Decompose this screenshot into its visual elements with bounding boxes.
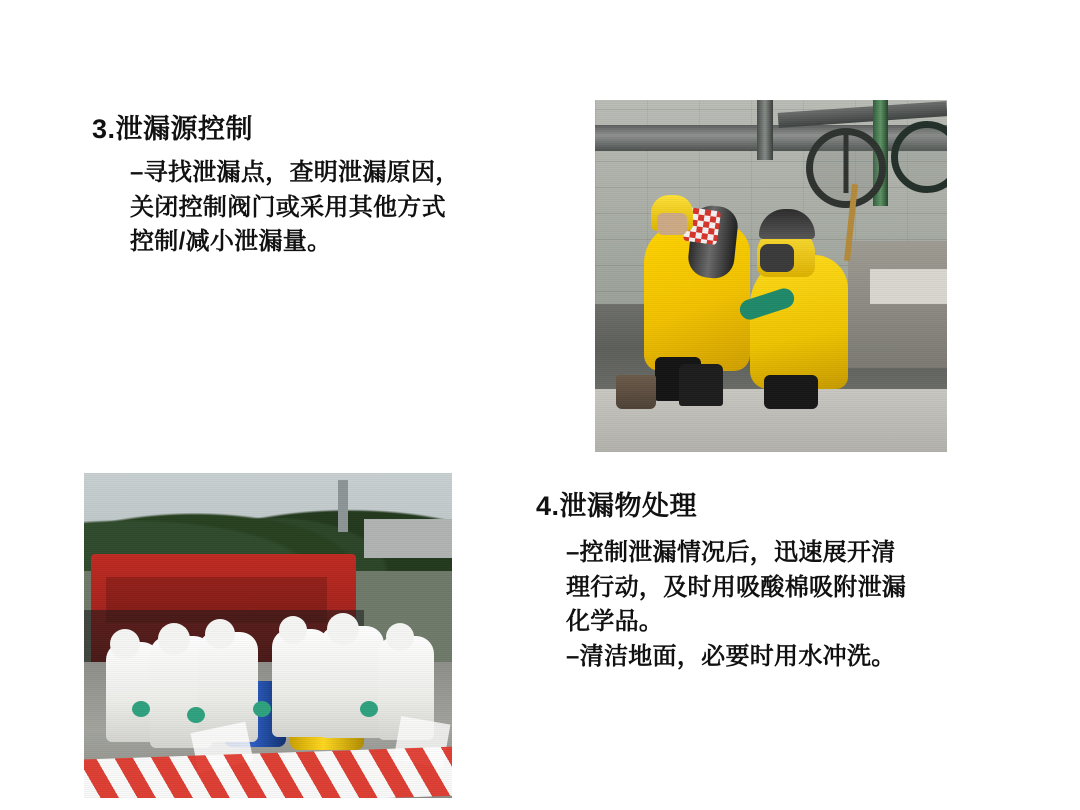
cleanup-crew-drums-photo: [84, 473, 452, 798]
photo2-worker-2-hood: [158, 623, 190, 655]
photo2-glove-4: [360, 701, 378, 717]
hazmat-team-valve-photo: [595, 100, 947, 452]
section-4-line-1: –控制泄漏情况后，迅速展开清: [566, 538, 896, 566]
photo1-responder-b-boot: [764, 375, 818, 409]
section-3-heading: 3.泄漏源控制: [92, 114, 254, 144]
section-4-line-4: –清洁地面，必要时用水冲洗。: [566, 643, 896, 671]
photo1-valve-wheel-left: [806, 128, 886, 208]
section-3-body: [92, 156, 562, 260]
photo1-equipment-panel: [870, 269, 947, 304]
photo1-responder-a-boot-right: [679, 364, 723, 406]
section-4-line-2: 理行动，及时用吸酸棉吸附泄漏: [566, 573, 907, 601]
photo2-building: [364, 519, 452, 558]
section-4-text-block: [536, 490, 1036, 675]
photo2-glove-1: [132, 701, 150, 717]
section-3-line-2: 关闭控制阀门或采用其他方式: [130, 193, 446, 221]
section-3-line-3: 控制/减小泄漏量。: [130, 228, 332, 256]
photo2-glove-2: [187, 707, 205, 723]
section-4-line-3: 化学品。: [566, 608, 664, 636]
section-3-line-1: –寻找泄漏点，查明泄漏原因，: [130, 158, 460, 186]
photo1-vertical-pipe: [757, 100, 773, 160]
photo1-equipment: [848, 241, 947, 368]
photo2-glove-3: [253, 701, 271, 717]
photo2-worker-6-hood: [386, 623, 414, 651]
photo1-bucket: [616, 375, 656, 409]
section-3-text-block: [92, 113, 562, 260]
photo1-responder-b-respirator: [760, 244, 794, 272]
photo2-worker-5: [320, 626, 384, 738]
photo2-worker-5-hood: [327, 613, 359, 645]
section-4-heading: 4.泄漏物处理: [536, 491, 698, 521]
photo2-worker-4-hood: [279, 616, 307, 644]
section-4-body: [536, 536, 1036, 675]
photo1-responder-a-face: [657, 213, 687, 235]
photo2-worker-1-hood: [110, 629, 140, 659]
photo2-tower: [338, 480, 348, 532]
